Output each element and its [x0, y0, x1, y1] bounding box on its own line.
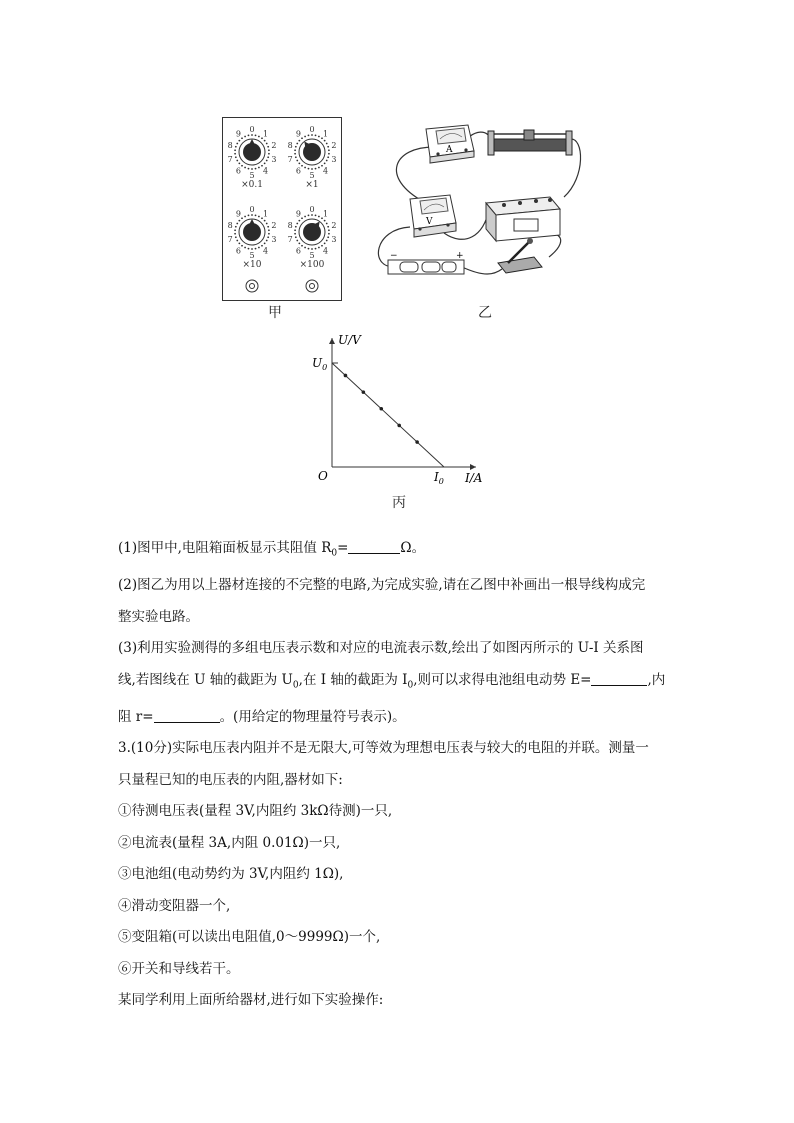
dial-digit: 8 — [227, 140, 233, 150]
dial-digit: 5 — [249, 251, 255, 260]
y-axis-label: U/V — [338, 333, 361, 347]
question-3-line-1: (3)利用实验测得的多组电压表示数和对应的电流表示数,绘出了如图丙所示的 U-I 关系图 — [118, 640, 644, 657]
dial-digit: 3 — [331, 155, 337, 165]
data-point — [344, 374, 348, 378]
data-point — [415, 440, 419, 444]
dial-digit: 0 — [249, 125, 255, 134]
switch — [498, 238, 542, 273]
resistance-box-small — [486, 197, 560, 241]
dial-digit: 5 — [309, 171, 315, 180]
figure-caption-bing: 丙 — [392, 495, 406, 511]
dial-digit: 6 — [235, 246, 242, 256]
x-intercept-label: $I_0$ — [434, 470, 444, 486]
data-point — [379, 407, 383, 411]
question-3-line-2: 线,若图线在 U 轴的截距为 $U_0$,在 I 轴的截距为 $I_0$,则可以求得电池组电动势 E= ,内 — [118, 671, 666, 691]
dial-digit: 6 — [295, 166, 302, 176]
slide-rheostat — [488, 130, 572, 155]
dial-digit: 1 — [322, 209, 329, 219]
ui-line — [332, 363, 444, 467]
dial-digit: 5 — [309, 251, 315, 260]
ammeter — [426, 125, 474, 163]
ammeter-label: A — [446, 145, 453, 155]
dial-digit: 3 — [271, 155, 277, 165]
dial-digit: 0 — [309, 205, 315, 214]
dial-digit: 9 — [235, 129, 242, 139]
figure-caption-yi: 乙 — [478, 305, 492, 321]
dial-digit: 4 — [322, 166, 329, 176]
problem-3-line-2: 只量程已知的电压表的内阻,器材如下: — [118, 771, 343, 788]
dial-multiplier: ×100 — [299, 260, 325, 270]
dial-multiplier: ×10 — [242, 260, 262, 270]
dial-digit: 3 — [331, 235, 337, 245]
dial-digit: 1 — [262, 209, 269, 219]
dial-digit: 7 — [227, 155, 233, 165]
question-text — [118, 533, 678, 1017]
answer-blank-r0[interactable] — [348, 539, 400, 554]
dial-digit: 2 — [271, 220, 277, 230]
wire — [462, 267, 502, 274]
equipment-item-2: ②电流表(量程 3A,内阻 0.01Ω)一只, — [118, 834, 341, 851]
closing-sentence: 某同学利用上面所给器材,进行如下实验操作: — [118, 992, 384, 1009]
dial-digit: 9 — [295, 209, 302, 219]
dial-digit: 9 — [235, 209, 242, 219]
equipment-item-1: ①待测电压表(量程 3V,内阻约 3kΩ待测)一只, — [118, 803, 393, 820]
dial-digit: 5 — [249, 171, 255, 180]
dial-digit: 0 — [309, 125, 315, 134]
battery-pack — [388, 251, 464, 274]
question-3-line-3: 阻 r= 。(用给定的物理量符号表示)。 — [118, 708, 406, 725]
equipment-item-4: ④滑动变阻器一个, — [118, 897, 231, 914]
equipment-item-5: ⑤变阻箱(可以读出电阻值,0～9999Ω)一个, — [118, 929, 381, 946]
dial-digit: 8 — [287, 220, 293, 230]
battery-plus-label: + — [456, 251, 464, 261]
dial-digit: 3 — [271, 235, 277, 245]
dial-digit: 2 — [271, 140, 277, 150]
dial-digit: 2 — [331, 220, 337, 230]
dial-digit: 4 — [322, 246, 329, 256]
answer-blank-internal-resistance[interactable] — [154, 708, 220, 723]
y-intercept-label: $U_0$ — [312, 356, 328, 372]
dial-digit: 6 — [235, 166, 242, 176]
wire — [396, 147, 434, 202]
dial-digit: 8 — [287, 140, 293, 150]
equipment-item-6: ⑥开关和导线若干。 — [118, 960, 240, 977]
question-2-line-2: 整实验电路。 — [118, 608, 199, 625]
dial-digit: 8 — [227, 220, 233, 230]
dial-multiplier: ×0.1 — [241, 180, 263, 190]
dial-digit: 7 — [287, 235, 293, 245]
voltmeter-label: V — [426, 217, 433, 227]
dial-digit: 9 — [295, 129, 302, 139]
problem-3-line-1: 3.(10分)实际电压表内阻并不是无限大,可等效为理想电压表与较大的电阻的并联。测量一 — [118, 740, 649, 757]
dial-digit: 7 — [227, 235, 233, 245]
dial-digit: 0 — [249, 205, 255, 214]
ui-graph — [308, 330, 498, 492]
equipment-item-3: ③电池组(电动势约为 3V,内阻约 1Ω), — [118, 866, 344, 883]
dial-digit: 4 — [262, 166, 269, 176]
data-point — [362, 390, 366, 394]
answer-blank-emf[interactable] — [591, 671, 647, 686]
dial-digit: 4 — [262, 246, 269, 256]
circuit-figure — [374, 117, 594, 287]
dial-digit: 1 — [322, 129, 329, 139]
data-point — [397, 424, 401, 428]
battery-minus-label: − — [390, 251, 398, 261]
dial-digit: 2 — [331, 140, 337, 150]
dial-digit: 1 — [262, 129, 269, 139]
question-1: (1)图甲中,电阻箱面板显示其阻值 $R_0= \Omega$。 — [118, 540, 426, 559]
dial-digit: 6 — [295, 246, 302, 256]
dial-multiplier: ×1 — [305, 180, 319, 190]
question-2-line-1: (2)图乙为用以上器材连接的不完整的电路,为完成实验,请在乙图中补画出一根导线构成完 — [118, 577, 646, 594]
x-axis-label: I/A — [465, 471, 483, 485]
dial-digit: 7 — [287, 155, 293, 165]
resistance-box-figure — [222, 117, 342, 301]
voltmeter — [410, 195, 456, 237]
origin-label: O — [318, 469, 328, 483]
figure-caption-jia: 甲 — [268, 305, 282, 321]
